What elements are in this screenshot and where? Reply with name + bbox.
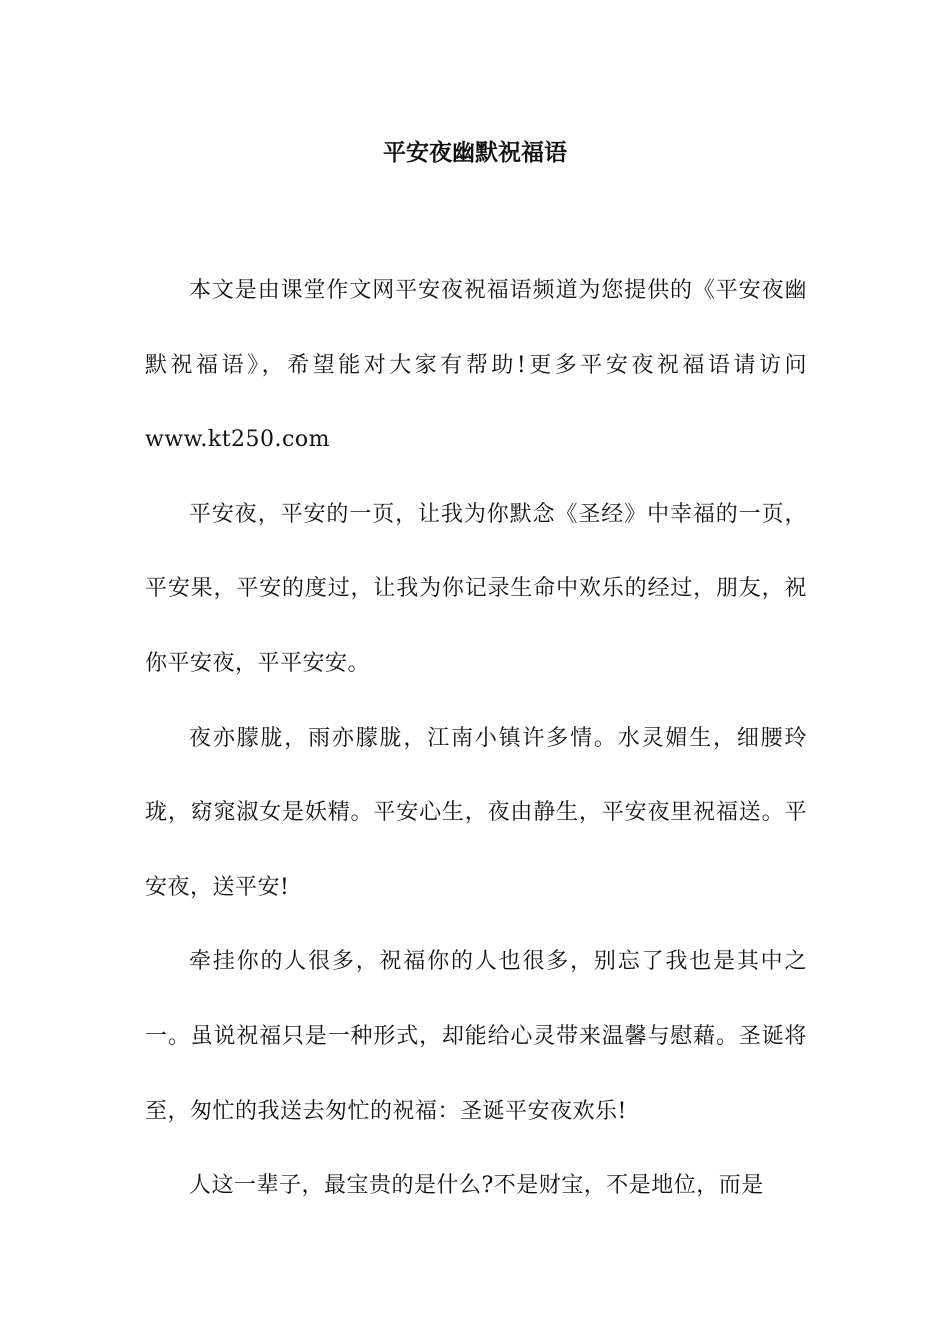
document-body bbox=[145, 254, 807, 1224]
paragraph-2: 夜亦朦胧，雨亦朦胧，江南小镇许多情。水灵媚生，细腰玲珑，窈窕淑女是妖精。平安心生，夜由静生，平安夜里祝福送。平安夜，送平安! bbox=[145, 725, 807, 900]
paragraph-1: 平安夜，平安的一页，让我为你默念《圣经》中幸福的一页，平安果，平安的度过，让我为你记录生命中欢乐的经过，朋友，祝你平安夜，平平安安。 bbox=[145, 501, 807, 676]
paragraph-3: 牵挂你的人很多，祝福你的人也很多，别忘了我也是其中之一。虽说祝福只是一种形式，却能给心灵带来温馨与慰藉。圣诞将至，匆忙的我送去匆忙的祝福：圣诞平安夜欢乐! bbox=[145, 949, 807, 1124]
paragraph-4: 人这一辈子，最宝贵的是什么?不是财宝，不是地位，而是 bbox=[189, 1173, 764, 1199]
paragraph-intro: 本文是由课堂作文网平安夜祝福语频道为您提供的《平安夜幽默祝福语》，希望能对大家有帮助!更多平安夜祝福语请访问www.kt250.com bbox=[145, 278, 807, 453]
document-title: 平安夜幽默祝福语 bbox=[383, 139, 567, 166]
